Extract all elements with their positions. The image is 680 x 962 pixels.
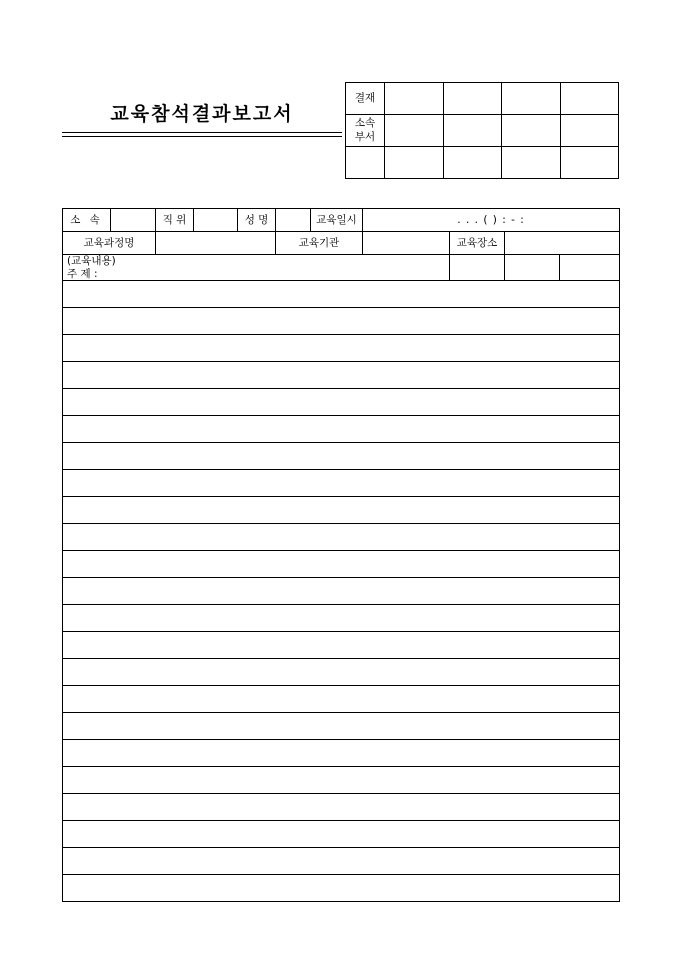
content-blank-row <box>63 281 620 308</box>
content-blank-line[interactable] <box>63 605 620 632</box>
content-blank-line[interactable] <box>63 713 620 740</box>
approval-cell-2-1[interactable] <box>385 115 444 147</box>
institution-label: 교육기관 <box>276 232 363 255</box>
approval-label-department-line2: 부서 <box>354 130 376 143</box>
course-field[interactable] <box>156 232 276 255</box>
approval-label-decision: 결재 <box>346 83 385 115</box>
approval-cell-2-4[interactable] <box>560 115 619 147</box>
title-underline-bottom <box>62 136 342 137</box>
position-field[interactable] <box>194 209 238 232</box>
content-blank-row <box>63 551 620 578</box>
content-header-line2: 주 제 : <box>67 267 98 280</box>
place-label: 교육장소 <box>450 232 505 255</box>
content-header-spare-3[interactable] <box>560 255 620 281</box>
approval-cell-1-2[interactable] <box>443 83 502 115</box>
approval-label-blank <box>346 147 385 179</box>
title-underline-top <box>62 132 342 133</box>
page-title <box>62 104 342 125</box>
name-field[interactable] <box>276 209 311 232</box>
content-blank-line[interactable] <box>63 848 620 875</box>
approval-table <box>345 82 619 179</box>
content-blank-row <box>63 335 620 362</box>
place-field[interactable] <box>505 232 620 255</box>
approval-cell-3-4[interactable] <box>560 147 619 179</box>
content-blank-row <box>63 713 620 740</box>
affiliation-label: 소 속 <box>63 209 111 232</box>
content-blank-line[interactable] <box>63 470 620 497</box>
approval-row-1 <box>346 83 619 115</box>
content-blank-row <box>63 767 620 794</box>
content-blank-line[interactable] <box>63 740 620 767</box>
content-blank-row <box>63 875 620 902</box>
content-blank-row <box>63 794 620 821</box>
content-blank-line[interactable] <box>63 497 620 524</box>
content-blank-row <box>63 443 620 470</box>
content-blank-row <box>63 848 620 875</box>
content-blank-line[interactable] <box>63 389 620 416</box>
affiliation-field[interactable] <box>111 209 156 232</box>
approval-cell-3-2[interactable] <box>443 147 502 179</box>
content-blank-line[interactable] <box>63 524 620 551</box>
content-blank-line[interactable] <box>63 578 620 605</box>
content-header-text <box>63 255 450 281</box>
content-header-line1: (교육내용) <box>67 255 116 267</box>
content-blank-line[interactable] <box>63 659 620 686</box>
content-blank-line[interactable] <box>63 686 620 713</box>
main-form-table <box>62 208 620 902</box>
content-blank-row <box>63 632 620 659</box>
content-blank-line[interactable] <box>63 416 620 443</box>
content-blank-row <box>63 497 620 524</box>
content-blank-row <box>63 416 620 443</box>
approval-cell-3-3[interactable] <box>502 147 561 179</box>
content-blank-row <box>63 605 620 632</box>
content-blank-row <box>63 578 620 605</box>
content-blank-line[interactable] <box>63 551 620 578</box>
approval-label-department-line1: 소속 <box>354 117 376 130</box>
page-title-text: 교육참석결과보고서 <box>110 103 294 125</box>
content-blank-row <box>63 308 620 335</box>
content-blank-line[interactable] <box>63 281 620 308</box>
content-blank-line[interactable] <box>63 308 620 335</box>
content-blank-row <box>63 659 620 686</box>
approval-cell-1-3[interactable] <box>502 83 561 115</box>
content-blank-line[interactable] <box>63 443 620 470</box>
datetime-field[interactable]: . . . ( ) : - : <box>363 209 620 232</box>
position-label: 직 위 <box>156 209 194 232</box>
content-blank-line[interactable] <box>63 632 620 659</box>
course-row <box>63 232 620 255</box>
approval-cell-1-1[interactable] <box>385 83 444 115</box>
content-blank-row <box>63 686 620 713</box>
approval-label-department <box>346 115 385 147</box>
content-blank-row <box>63 470 620 497</box>
content-blank-line[interactable] <box>63 767 620 794</box>
approval-cell-2-3[interactable] <box>502 115 561 147</box>
approval-cell-3-1[interactable] <box>385 147 444 179</box>
info-row <box>63 209 620 232</box>
course-label: 교육과정명 <box>63 232 156 255</box>
content-header-row <box>63 255 620 281</box>
content-blank-line[interactable] <box>63 362 620 389</box>
content-header-spare-1[interactable] <box>450 255 505 281</box>
content-blank-row <box>63 362 620 389</box>
content-blank-row <box>63 524 620 551</box>
approval-row-3 <box>346 147 619 179</box>
content-blank-line[interactable] <box>63 875 620 902</box>
approval-row-2 <box>346 115 619 147</box>
approval-cell-2-2[interactable] <box>443 115 502 147</box>
content-blank-line[interactable] <box>63 821 620 848</box>
content-blank-row <box>63 740 620 767</box>
content-blank-line[interactable] <box>63 335 620 362</box>
content-blank-line[interactable] <box>63 794 620 821</box>
content-blank-row <box>63 821 620 848</box>
institution-field[interactable] <box>363 232 450 255</box>
datetime-label: 교육일시 <box>311 209 363 232</box>
approval-cell-1-4[interactable] <box>560 83 619 115</box>
name-label: 성 명 <box>238 209 276 232</box>
content-blank-row <box>63 389 620 416</box>
content-header-spare-2[interactable] <box>505 255 560 281</box>
